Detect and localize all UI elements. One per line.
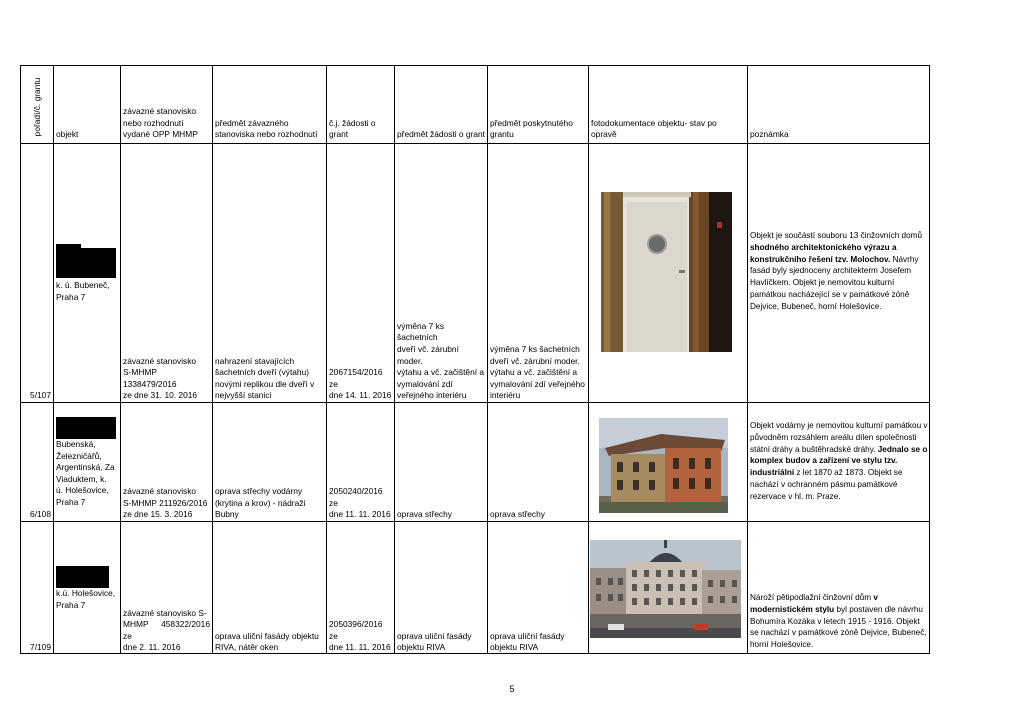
row-2-provided-subject: oprava střechy bbox=[490, 509, 545, 520]
row-2-subject: oprava střechy vodárny (krytina a krov) - nádraží Bubny bbox=[215, 486, 306, 520]
row-3-provided-subject: oprava uliční fasády objektu RIVA bbox=[490, 630, 565, 653]
note-text-fragment: Objekt je součástí souboru 13 činžovních domů bbox=[750, 231, 923, 240]
redaction-box bbox=[56, 417, 116, 439]
water-tower-photo bbox=[599, 418, 728, 513]
header-subject: předmět závazného stanoviska nebo rozhodnutí bbox=[215, 117, 318, 140]
header-photo-documentation: fotodokumentace objektu- stav po opravě bbox=[591, 117, 717, 140]
page-number: 5 bbox=[509, 684, 515, 694]
header-provided-subject: předmět poskytnutého grantu bbox=[490, 117, 573, 140]
header-grant-number: pořadí/č. grantu bbox=[32, 77, 42, 137]
header-binding-opinion: závazné stanovisko nebo rozhodnutí vydané OPP MHMP bbox=[123, 106, 198, 140]
row-1-object-fragment: 5 bbox=[111, 256, 116, 266]
header-request-ref: č.j. žádosti o grant bbox=[329, 117, 376, 140]
row-2-request-subject: oprava střechy bbox=[397, 509, 452, 520]
header-note: poznámka bbox=[750, 129, 789, 140]
redaction-box bbox=[56, 248, 116, 278]
note-text-fragment: byl postaven dle návrhu Bohumíra Kozáka v letech 1915 - 1916. Objekt se nachází v památkové zóně Dejvice, Bubeneč, horní Holešovice. bbox=[750, 604, 927, 650]
row-1-request-ref: 2067154/2016 ze dne 14. 11. 2016 bbox=[329, 367, 392, 401]
row-2-request-ref: 2050240/2016 ze dne 11. 11. 2016 bbox=[329, 486, 391, 520]
row-3-grant-number: 7/109 bbox=[30, 642, 51, 653]
note-text-fragment: shodného architektonického výrazu a konstrukčního řešení tzv. Molochov. bbox=[750, 242, 897, 264]
row-3-subject: oprava uliční fasády objektu RIVA, nátěr oken bbox=[215, 630, 319, 653]
corner-building-photo bbox=[590, 540, 741, 638]
elevator-door-photo bbox=[601, 192, 732, 352]
row-3-request-ref: 2050396/2016 ze dne 11. 11. 2016 bbox=[329, 619, 391, 653]
note-text-fragment: Návrhy fasád byly sjednoceny architekterm Josefem Havlíčkem. Objekt je nemovitou kulturní památkou nacházející se v památkové zóně Dejvice, Bubeneč, horní Holešovice. bbox=[750, 254, 919, 311]
note-text-fragment: z let 1870 až 1873. Objekt se nachází v ochranném pásmu památkové rezervace v hl. m. Praze. bbox=[750, 468, 903, 501]
row-1-binding-opinion: závazné stanovisko S-MHMP 1338479/2016 ze dne 31. 10. 2016 bbox=[123, 355, 198, 401]
row-1-grant-number: 5/107 bbox=[30, 390, 51, 401]
row-2-note bbox=[748, 420, 930, 520]
row-2-grant-number: 6/108 bbox=[30, 509, 51, 520]
row-1-subject: nahrazení stavajících šachetních dveří (výtahu) novými replikou dle dveří v nejvyšší stanici bbox=[215, 355, 315, 401]
row-3-note bbox=[748, 592, 930, 654]
note-text-fragment: Objekt vodárny je nemovitou kulturní památkou v původněm rozsáhlem areálu dílen společnosti státní dráhy a buštěhradské dráhy. bbox=[750, 421, 928, 454]
row-1-object: k. ú. Bubeneč, Praha 7 bbox=[56, 280, 110, 302]
row-3-request-subject: oprava uliční fasády objektu RIVA bbox=[397, 630, 472, 653]
note-text-fragment: Jednalo se o komplex budov a zařízení ve stylu tzv. industriální bbox=[750, 444, 928, 478]
header-request-subject: předmět žádosti o grant bbox=[397, 129, 485, 140]
redaction-box bbox=[56, 566, 109, 588]
row-3-object: k.ú. Holešovice, Praha 7 bbox=[56, 588, 116, 610]
grant-table bbox=[20, 65, 930, 654]
row-1-note bbox=[748, 230, 930, 330]
header-object: objekt bbox=[56, 129, 79, 140]
note-text-fragment: v modernistickém stylu bbox=[750, 593, 878, 614]
row-1-provided-subject: výměna 7 ks šachetních dveří vč. zárubní moder. výtahu a vč. začištění a vymalování zdí veřejného interiéru bbox=[490, 344, 585, 401]
row-1-request-subject: výměna 7 ks šachetních dveří vč. zárubní moder. výtahu a vč. začištění a vymalování zdí veřejného interiéru bbox=[397, 320, 485, 401]
row-2-binding-opinion: závazné stanovisko S-MHMP 211926/2016 ze dne 15. 3. 2016 bbox=[123, 486, 208, 520]
row-3-binding-opinion: závazné stanovisko S- MHMP 458322/2016 ze dne 2. 11. 2016 bbox=[123, 607, 210, 653]
row-2-object: Bubenská, Železničářů, Argentinská, Za Viaduktem, k. ú. Holešovice, Praha 7 bbox=[56, 439, 115, 507]
note-text-fragment: Nároží pětipodlažní činžovní dům bbox=[750, 593, 874, 602]
